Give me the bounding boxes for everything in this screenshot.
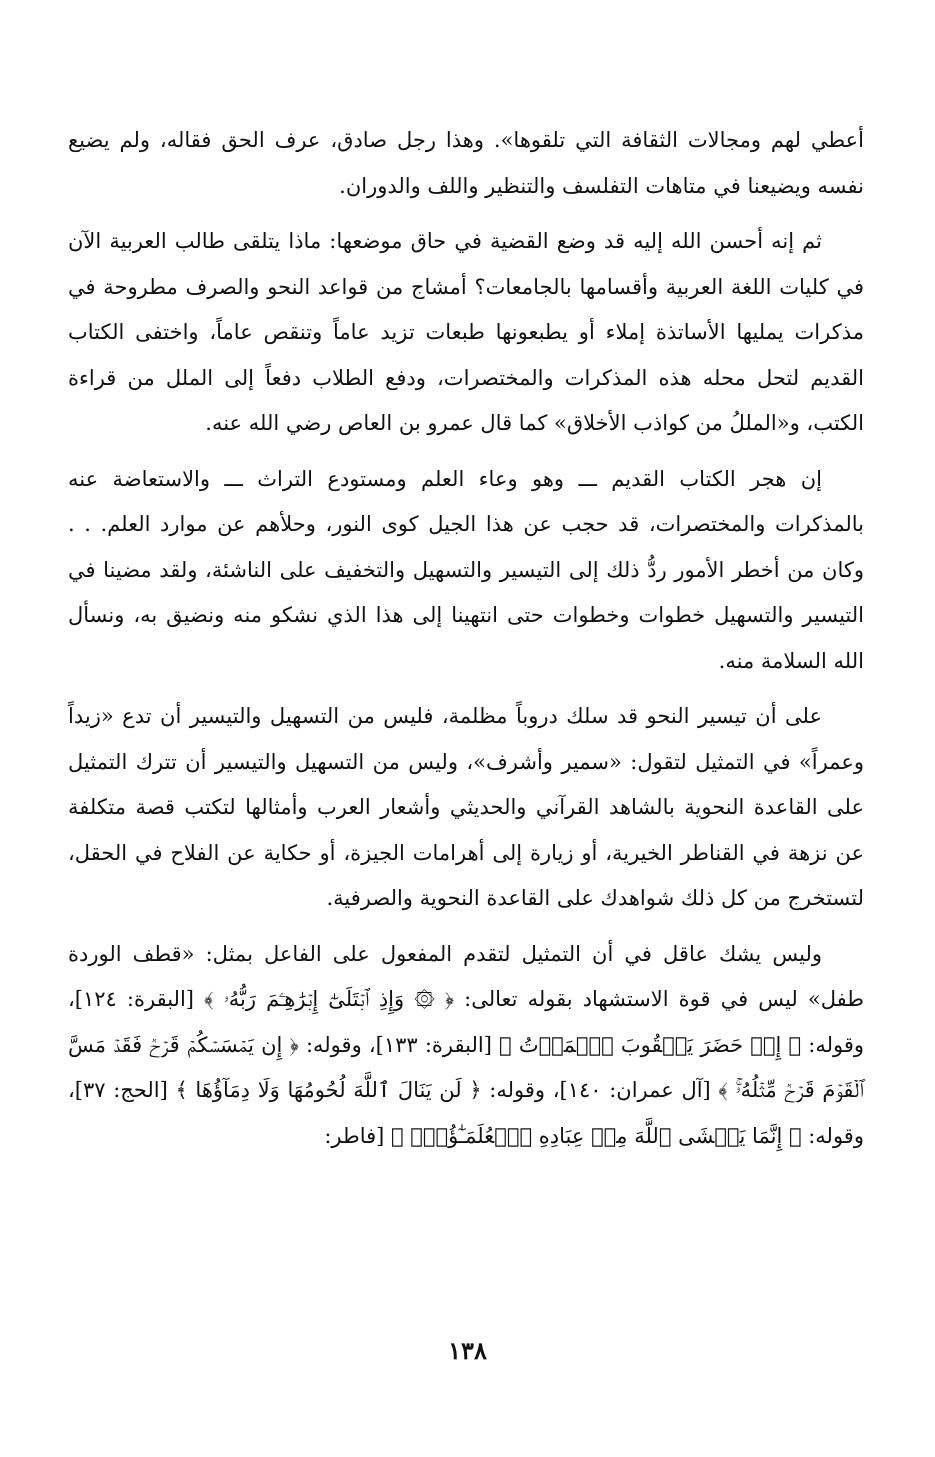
body-text xyxy=(68,118,864,1159)
paragraph: وليس يشك عاقل في أن التمثيل لتقدم المفعول على الفاعل بمثل: «قطف الوردة طفل» ليس في قوة الاستشهاد بقوله تعالى: ﴿ ۞ وَإِذِ ٱبۡتَلَىٰٓ إِبۡرَٰهِـۧمَ رَبُّهُۥ ﴾ [البقرة: ١٢٤]، وقوله: ﴿ إِذۡ حَضَرَ يَعۡقُوبَ ٱلۡمَوۡتُ ﴾ [البقرة: ١٣٣]، وقوله: ﴿ إِن يَمۡسَسۡكُمۡ قَرۡحٞ فَقَدۡ مَسَّ ٱلۡقَوۡمَ قَرۡحٞ مِّثۡلُهُۥۚ ﴾ [آل عمران: ١٤٠]، وقوله: ﴿ لَن يَنَالَ ٱللَّهَ لُحُومُهَا وَلَا دِمَآؤُهَا ﴾ [الحج: ٣٧]، وقوله: ﴿ إِنَّمَا يَخۡشَى ٱللَّهَ مِنۡ عِبَادِهِ ٱلۡعُلَمَـٰٓؤُاْۗ ﴾ [فاطر: xyxy=(68,941,864,1148)
paragraph: إن هجر الكتاب القديم ـــ وهو وعاء العلم ومستودع التراث ـــ والاستعاضة عنه بالمذكرات والمختصرات، قد حجب عن هذا الجيل كوى النور، وحلأهم عن موارد العلم. . . وكان من أخطر الأمور ردُّ ذلك إلى التيسير والتسهيل والتخفيف على الناشئة، ولقد مضينا في التيسير والتسهيل خطوات وخطوات حتى انتهينا إلى هذا الذي نشكو منه ونضيق به، ونسأل الله السلامة منه. xyxy=(68,466,864,673)
paragraph-continuation: أعطي لهم ومجالات الثقافة التي تلقوها». وهذا رجل صادق، عرف الحق فقاله، ولم يضيع نفسه ويضيعنا في متاهات التفلسف والتنظير واللف والدوران. xyxy=(68,128,864,198)
paragraph: ثم إنه أحسن الله إليه قد وضع القضية في حاق موضعها: ماذا يتلقى طالب العربية الآن في كليات اللغة العربية وأقسامها بالجامعات؟ أمشاج من قواعد النحو والصرف مطروحة في مذكرات يمليها الأساتذة إملاء أو يطبعونها طبعات تزيد عاماً وتنقص عاماً، واختفى الكتاب القديم لتحل محله هذه المذكرات والمختصرات، ودفع الطلاب دفعاً إلى الملل من قراءة الكتب، و«المللُ من كواذب الأخلاق» كما قال عمرو بن العاص رضي الله عنه. xyxy=(68,229,864,435)
page-number: ١٣٨ xyxy=(448,1336,487,1365)
paragraph: على أن تيسير النحو قد سلك دروباً مظلمة، فليس من التسهيل والتيسير أن تدع «زيداً وعمراً» في التمثيل لتقول: «سمير وأشرف»، وليس من التسهيل والتيسير أن تترك التمثيل على القاعدة النحوية بالشاهد القرآني والحديثي وأشعار العرب وأمثالها لتكتب قصة متكلفة عن نزهة في القناطر الخيرية، أو زيارة إلى أهرامات الجيزة، أو حكاية عن الفلاح في الحقل، لتستخرج من كل ذلك شواهدك على القاعدة النحوية والصرفية. xyxy=(68,704,864,910)
